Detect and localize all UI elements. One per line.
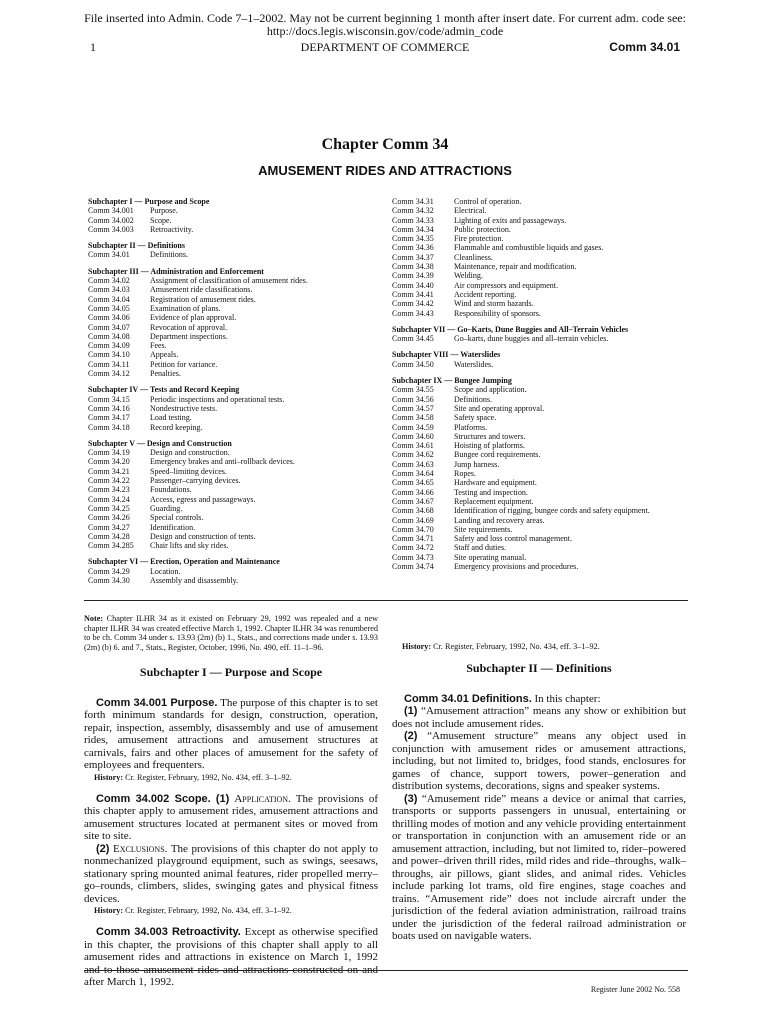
toc-section-number: Comm 34.61 <box>392 441 434 451</box>
toc-group <box>392 325 692 344</box>
toc-section-number: Comm 34.26 <box>88 513 130 523</box>
toc-section-caption: Go–karts, dune buggies and all–terrain vehicles. <box>454 334 609 344</box>
toc-entry <box>392 206 692 215</box>
toc-entry <box>88 360 388 369</box>
toc-section-caption: Identification. <box>150 522 196 532</box>
toc-entry <box>392 243 692 252</box>
toc-entry <box>392 423 692 432</box>
toc-section-number: Comm 34.39 <box>392 271 434 281</box>
toc-entry <box>392 432 692 441</box>
toc-subchapter-heading: Subchapter VIII — Waterslides <box>392 350 501 360</box>
toc-section-caption: Record keeping. <box>150 422 203 432</box>
toc-entry <box>88 576 388 585</box>
toc-section-caption: Jump harness. <box>454 459 500 469</box>
toc-entry <box>88 341 388 350</box>
toc-entry <box>88 513 388 522</box>
toc-section-number: Comm 34.17 <box>88 413 130 423</box>
toc-section-caption: Wind and storm hazards. <box>454 299 534 309</box>
toc-section-number: Comm 34.71 <box>392 534 434 544</box>
insert-notice <box>0 12 770 38</box>
toc-entry <box>88 567 388 576</box>
toc-section-caption: Scope. <box>150 215 172 225</box>
definition-number: (3) <box>404 792 418 805</box>
toc-section-number: Comm 34.003 <box>88 224 134 234</box>
toc-section-caption: Foundations. <box>150 485 192 495</box>
toc-entry <box>392 395 692 404</box>
toc-section-number: Comm 34.69 <box>392 515 434 525</box>
toc-section-caption: Staff and duties. <box>454 543 507 553</box>
toc-section-number: Comm 34.50 <box>392 359 434 369</box>
toc-section-number: Comm 34.38 <box>392 262 434 272</box>
toc-entry <box>88 332 388 341</box>
toc-section-caption: Site operating manual. <box>454 552 527 562</box>
toc-section-caption: Replacement equipment. <box>454 496 534 506</box>
toc-entry <box>88 532 388 541</box>
toc-section-caption: Maintenance, repair and modification. <box>454 262 577 272</box>
toc-section-caption: Flammable and combustible liquids and gases. <box>454 243 604 253</box>
toc-section-caption: Waterslides. <box>454 359 494 369</box>
toc-section-caption: Registration of amusement rides. <box>150 294 256 304</box>
toc-section-number: Comm 34.01 <box>88 250 130 260</box>
toc-section-number: Comm 34.45 <box>392 334 434 344</box>
history-text: Cr. Register, February, 1992, No. 434, eff. 3–1–92. <box>125 906 292 915</box>
toc-section-number: Comm 34.68 <box>392 506 434 516</box>
subsection-label: Application. <box>234 792 291 805</box>
toc-entry <box>88 448 388 457</box>
toc-section-caption: Control of operation. <box>454 197 522 206</box>
toc-section-caption: Examination of plans. <box>150 303 221 313</box>
toc-section-caption: Air compressors and equipment. <box>454 280 558 290</box>
toc-section-caption: Revocation of approval. <box>150 322 228 332</box>
toc-section-caption: Electrical. <box>454 206 487 216</box>
definition-text: “Amusement attraction” means any show or exhibition but does not include amusement rides. <box>392 705 687 730</box>
subsection-label: Exclusions. <box>113 842 168 855</box>
history-text: Cr. Register, February, 1992, No. 434, eff. 3–1–92. <box>125 772 292 782</box>
toc-section-number: Comm 34.63 <box>392 459 434 469</box>
toc-section-caption: Department inspections. <box>150 331 228 341</box>
toc-subchapter-heading: Subchapter I — Purpose and Scope <box>88 197 210 206</box>
section-paragraph <box>84 793 378 843</box>
toc-entry <box>88 467 388 476</box>
toc-section-number: Comm 34.41 <box>392 289 434 299</box>
toc-entry <box>392 497 692 506</box>
toc-section-number: Comm 34.36 <box>392 243 434 253</box>
toc-section-caption: Load testing. <box>150 413 192 423</box>
divider-rule <box>84 970 688 971</box>
toc-section-number: Comm 34.73 <box>392 552 434 562</box>
toc-entry <box>392 290 692 299</box>
toc-section-number: Comm 34.32 <box>392 206 434 216</box>
toc-section-number: Comm 34.04 <box>88 294 130 304</box>
toc-section-number: Comm 34.22 <box>88 476 130 486</box>
toc-entry <box>88 225 388 234</box>
toc-section-caption: Platforms. <box>454 422 488 432</box>
toc-section-caption: Identification of rigging, bungee cords and safety equipment. <box>454 506 650 516</box>
toc-entry <box>88 285 388 294</box>
toc-subchapter-heading: Subchapter II — Definitions <box>88 241 185 251</box>
toc-entry <box>88 350 388 359</box>
toc-section-number: Comm 34.27 <box>88 522 130 532</box>
section-heading: Comm 34.001 Purpose. <box>96 696 218 709</box>
toc-entry <box>88 413 388 422</box>
section-text: Except as otherwise specified in this chapter, the provisions of this chapter shall apply to all amusement rides and attractions in existence on March 1, 1992 and to those amusement rides and attractions constructed on and after March 1, 1992. <box>84 926 379 988</box>
note-label: Note: <box>84 614 104 623</box>
toc-entry <box>392 543 692 552</box>
toc-entry <box>392 271 692 280</box>
toc-entry <box>392 253 692 262</box>
definition-paragraph <box>392 793 686 943</box>
toc-section-number: Comm 34.12 <box>88 369 130 379</box>
toc-section-caption: Cleanliness. <box>454 252 493 262</box>
toc-group <box>88 439 388 551</box>
toc-section-caption: Emergency brakes and anti–rollback devices. <box>150 457 295 467</box>
definition-text: “Amusement structure” means any object used in conjunction with amusement rides or amusement attractions, including, but not limited to, bridges, food stands, enclosures for games of chance, support towers, power–generation and distribution systems, decorations, signs and speaker systems. <box>392 730 686 792</box>
history-text: Cr. Register, February, 1992, No. 434, eff. 3–1–92. <box>433 642 600 651</box>
body-left-column <box>84 614 378 989</box>
toc-section-number: Comm 34.58 <box>392 413 434 423</box>
history-label: History: <box>94 772 124 782</box>
history-note <box>84 773 378 783</box>
toc-section-number: Comm 34.05 <box>88 303 130 313</box>
toc-section-caption: Fees. <box>150 341 167 351</box>
toc-entry <box>392 234 692 243</box>
subsection-number: (2) <box>96 842 110 855</box>
toc-section-number: Comm 34.28 <box>88 531 130 541</box>
toc-section-caption: Design and construction of tents. <box>150 531 256 541</box>
toc-section-number: Comm 34.07 <box>88 322 130 332</box>
toc-section-caption: Hoisting of platforms. <box>454 441 525 451</box>
toc-section-caption: Responsibility of sponsors. <box>454 308 541 318</box>
toc-group <box>392 197 692 318</box>
toc-entry <box>392 216 692 225</box>
toc-section-number: Comm 34.29 <box>88 566 130 576</box>
notice-line-1: File inserted into Admin. Code 7–1–2002. May not be current beginning 1 month after insert date. For current adm. code see: <box>84 11 686 25</box>
toc-section-number: Comm 34.30 <box>88 575 130 585</box>
toc-section-number: Comm 34.64 <box>392 469 434 479</box>
toc-section-number: Comm 34.60 <box>392 431 434 441</box>
toc-entry <box>88 206 388 215</box>
toc-entry <box>392 562 692 571</box>
toc-group <box>392 376 692 571</box>
definition-text: “Amusement ride” means a device or animal that carries, transports or supports passengers in unusual, entertaining or thrilling modes of motion and any vehicle providing entertainment or transportation in conjunction with an amusement ride or an amusement attraction, including, but not limited to, rider–powered and power–driven thrill rides, mild rides and ride–throughs, walk–throughs, air pillows, giant slides, and animal rides. Vehicles include parking lot trams, old fire engines, stage coaches and trains. “Amusement ride” does not include aircraft under the jurisdiction of the federal aviation administration, railroad trains under the jurisdiction of the federal railroad administration or boats used on navigable waters. <box>392 792 686 942</box>
toc-entry <box>392 197 692 206</box>
toc-section-caption: Public protection. <box>454 224 511 234</box>
toc-section-caption: Emergency provisions and procedures. <box>454 561 579 571</box>
toc-entry <box>88 276 388 285</box>
toc-entry <box>88 313 388 322</box>
toc-section-number: Comm 34.37 <box>392 252 434 262</box>
editorial-note <box>84 614 378 652</box>
toc-section-number: Comm 34.72 <box>392 543 434 553</box>
toc-group <box>88 267 388 379</box>
toc-section-caption: Site and operating approval. <box>454 403 545 413</box>
toc-subchapter-heading: Subchapter III — Administration and Enforcement <box>88 266 264 276</box>
toc-section-caption: Petition for variance. <box>150 359 218 369</box>
toc-section-number: Comm 34.59 <box>392 422 434 432</box>
toc-entry <box>392 469 692 478</box>
section-paragraph <box>84 926 378 989</box>
toc-section-caption: Special controls. <box>150 513 204 523</box>
section-paragraph <box>392 693 686 706</box>
toc-entry <box>392 553 692 562</box>
toc-section-caption: Nondestructive tests. <box>150 403 218 413</box>
toc-section-caption: Assignment of classification of amusement rides. <box>150 276 308 286</box>
toc-section-number: Comm 34.66 <box>392 487 434 497</box>
toc-section-caption: Fire protection. <box>454 234 504 244</box>
toc-section-caption: Evidence of plan approval. <box>150 313 237 323</box>
toc-section-caption: Amusement ride classifications. <box>150 285 253 295</box>
section-heading: Comm 34.003 Retroactivity. <box>96 926 241 938</box>
toc-right-column <box>392 197 692 571</box>
toc-section-number: Comm 34.06 <box>88 313 130 323</box>
toc-section-number: Comm 34.31 <box>392 197 434 206</box>
toc-section-caption: Assembly and disassembly. <box>150 575 239 585</box>
toc-section-caption: Scope and application. <box>454 385 527 395</box>
toc-entry <box>88 216 388 225</box>
toc-entry <box>392 281 692 290</box>
toc-section-number: Comm 34.002 <box>88 215 134 225</box>
toc-entry <box>88 323 388 332</box>
toc-section-number: Comm 34.20 <box>88 457 130 467</box>
toc-subchapter-heading: Subchapter IV — Tests and Record Keeping <box>88 385 240 395</box>
toc-entry <box>88 304 388 313</box>
definition-number: (1) <box>404 705 418 717</box>
toc-section-number: Comm 34.35 <box>392 234 434 244</box>
toc-entry <box>392 516 692 525</box>
toc-section-caption: Guarding. <box>150 503 183 513</box>
toc-entry <box>392 413 692 422</box>
toc-entry <box>392 525 692 534</box>
toc-section-caption: Retroactivity. <box>150 224 194 234</box>
toc-section-caption: Hardware and equipment. <box>454 478 537 488</box>
toc-section-number: Comm 34.10 <box>88 350 130 360</box>
history-label: History: <box>94 906 124 915</box>
toc-left-column <box>88 197 388 585</box>
toc-section-number: Comm 34.33 <box>392 215 434 225</box>
section-text: The purpose of this chapter is to set forth minimum standards for design, construction, operation, repair, inspection, assembly, disassembly and use of amusement rides, amusement attractions and amusement structures at carnivals, fairs and other places of amusement for the safety of employees and frequenters. <box>84 696 378 771</box>
toc-entry <box>392 309 692 318</box>
toc-section-number: Comm 34.18 <box>88 422 130 432</box>
toc-group <box>88 557 388 585</box>
note-text: Chapter ILHR 34 as it existed on February 29, 1992 was repealed and a new chapter ILHR 34 was created effective March 1, 1992. Chapter ILHR 34 was renumbered to be ch. Comm 34 under s. 13.93 (2m) (b) 1., Stats., and corrections made under s. 13.93 (2m) (b) 6. and 7., Stats., Register, October, 1996, No. 490, eff. 11–1–96. <box>84 614 379 652</box>
toc-section-caption: Welding. <box>454 271 483 281</box>
toc-group <box>88 385 388 431</box>
toc-section-caption: Passenger–carrying devices. <box>150 476 241 486</box>
toc-section-caption: Definitions. <box>454 394 492 404</box>
toc-entry <box>392 299 692 308</box>
toc-section-number: Comm 34.65 <box>392 478 434 488</box>
toc-subchapter-heading: Subchapter IX — Bungee Jumping <box>392 376 512 386</box>
toc-entry <box>392 262 692 271</box>
toc-section-number: Comm 34.11 <box>88 359 130 369</box>
toc-entry <box>88 369 388 378</box>
toc-section-caption: Bungee cord requirements. <box>454 450 541 460</box>
section-text: The provisions of this chapter apply to amusement rides, amusement attractions and amusement structures located at permanent sites or moved from site to site. <box>84 792 379 842</box>
toc-entry <box>392 450 692 459</box>
subsection-paragraph <box>84 843 378 906</box>
notice-url: http://docs.legis.wisconsin.gov/code/admin_code <box>266 24 504 38</box>
toc-section-number: Comm 34.23 <box>88 485 130 495</box>
toc-entry <box>88 423 388 432</box>
toc-section-number: Comm 34.67 <box>392 496 434 506</box>
toc-entry <box>88 541 388 550</box>
toc-section-caption: Periodic inspections and operational tests. <box>150 394 285 404</box>
divider-rule <box>84 600 688 601</box>
toc-section-number: Comm 34.42 <box>392 299 434 309</box>
toc-entry <box>392 385 692 394</box>
toc-section-caption: Appeals. <box>150 350 179 360</box>
history-label: History: <box>402 642 432 651</box>
register-footer: Register June 2002 No. 558 <box>590 985 680 994</box>
toc-section-caption: Accident reporting. <box>454 289 517 299</box>
chapter-title: Chapter Comm 34 <box>321 136 449 153</box>
toc-section-caption: Speed–limiting devices. <box>150 466 227 476</box>
toc-entry <box>88 395 388 404</box>
toc-section-caption: Ropes. <box>454 469 476 479</box>
toc-entry <box>392 225 692 234</box>
toc-entry <box>88 485 388 494</box>
toc-entry <box>88 250 388 259</box>
toc-section-number: Comm 34.56 <box>392 394 434 404</box>
toc-group <box>88 241 388 260</box>
toc-section-caption: Location. <box>150 566 181 576</box>
section-text: The provisions of this chapter do not apply to nonmechanized playground equipment, such as swings, seesaws, stationary spring mounted animal features, rider propelled merry–go–rounds, climbers, slides, swinging gates and physical fitness devices. <box>84 842 378 905</box>
toc-entry <box>88 476 388 485</box>
department-name: DEPARTMENT OF COMMERCE <box>300 40 470 54</box>
toc-section-number: Comm 34.24 <box>88 494 130 504</box>
toc-entry <box>392 488 692 497</box>
definition-number: (2) <box>404 730 418 742</box>
history-note <box>84 906 378 916</box>
toc-subchapter-heading: Subchapter VII — Go–Karts, Dune Buggies and All–Terrain Vehicles <box>392 324 629 334</box>
toc-section-number: Comm 34.34 <box>392 224 434 234</box>
toc-section-number: Comm 34.001 <box>88 206 134 216</box>
definition-paragraph <box>392 705 686 730</box>
chapter-subtitle: AMUSEMENT RIDES AND ATTRACTIONS <box>258 163 512 178</box>
toc-subchapter-heading: Subchapter VI — Erection, Operation and Maintenance <box>88 557 280 567</box>
toc-entry <box>88 404 388 413</box>
toc-section-caption: Safety and loss control management. <box>454 534 572 544</box>
toc-entry <box>88 495 388 504</box>
toc-section-number: Comm 34.285 <box>88 541 134 551</box>
subchapter-heading: Subchapter II — Definitions <box>466 661 612 675</box>
toc-entry <box>392 360 692 369</box>
toc-section-number: Comm 34.40 <box>392 280 434 290</box>
toc-section-caption: Access, egress and passageways. <box>150 494 256 504</box>
toc-section-number: Comm 34.16 <box>88 403 130 413</box>
toc-entry <box>392 334 692 343</box>
definition-paragraph <box>392 730 686 793</box>
toc-entry <box>392 460 692 469</box>
toc-section-number: Comm 34.74 <box>392 561 434 571</box>
toc-entry <box>392 478 692 487</box>
toc-section-caption: Safety space. <box>454 413 497 423</box>
toc-entry <box>88 523 388 532</box>
toc-section-caption: Purpose. <box>150 206 178 216</box>
toc-section-number: Comm 34.21 <box>88 466 130 476</box>
toc-section-caption: Lighting of exits and passageways. <box>454 215 567 225</box>
toc-entry <box>392 534 692 543</box>
subsection-number: (1) <box>215 792 230 805</box>
toc-entry <box>392 441 692 450</box>
section-heading: Comm 34.002 Scope. <box>96 792 211 805</box>
subchapter-heading: Subchapter I — Purpose and Scope <box>139 665 323 679</box>
toc-entry <box>88 295 388 304</box>
history-note <box>392 642 686 652</box>
toc-section-caption: Testing and inspection. <box>454 487 528 497</box>
toc-section-number: Comm 34.02 <box>88 276 130 286</box>
toc-section-number: Comm 34.25 <box>88 503 130 513</box>
toc-entry <box>88 504 388 513</box>
toc-section-number: Comm 34.55 <box>392 385 434 395</box>
section-paragraph <box>84 697 378 772</box>
toc-section-number: Comm 34.62 <box>392 450 434 460</box>
body-right-column <box>392 614 686 943</box>
toc-section-number: Comm 34.43 <box>392 308 434 318</box>
section-heading: Comm 34.01 Definitions. <box>404 692 532 705</box>
toc-section-caption: Structures and towers. <box>454 431 526 441</box>
toc-section-number: Comm 34.57 <box>392 403 434 413</box>
toc-section-caption: Site requirements. <box>454 524 513 534</box>
toc-group <box>88 197 388 234</box>
toc-subchapter-heading: Subchapter V — Design and Construction <box>88 438 232 448</box>
toc-section-number: Comm 34.19 <box>88 448 130 458</box>
toc-section-caption: Penalties. <box>150 369 181 379</box>
running-header <box>0 40 770 54</box>
toc-group <box>392 350 692 369</box>
page-number: 1 <box>90 40 96 54</box>
toc-section-caption: Definitions. <box>150 250 188 260</box>
section-text: In this chapter: <box>534 692 601 705</box>
toc-section-caption: Chair lifts and sky rides. <box>150 541 229 551</box>
toc-entry <box>392 404 692 413</box>
toc-section-caption: Design and construction. <box>150 448 230 458</box>
running-section-id: Comm 34.01 <box>609 40 680 54</box>
toc-section-caption: Landing and recovery areas. <box>454 515 545 525</box>
toc-section-number: Comm 34.15 <box>88 394 130 404</box>
toc-section-number: Comm 34.08 <box>88 331 130 341</box>
toc-section-number: Comm 34.09 <box>88 341 130 351</box>
toc-section-number: Comm 34.03 <box>88 285 130 295</box>
toc-section-number: Comm 34.70 <box>392 524 434 534</box>
toc-entry <box>392 506 692 515</box>
toc-entry <box>88 457 388 466</box>
